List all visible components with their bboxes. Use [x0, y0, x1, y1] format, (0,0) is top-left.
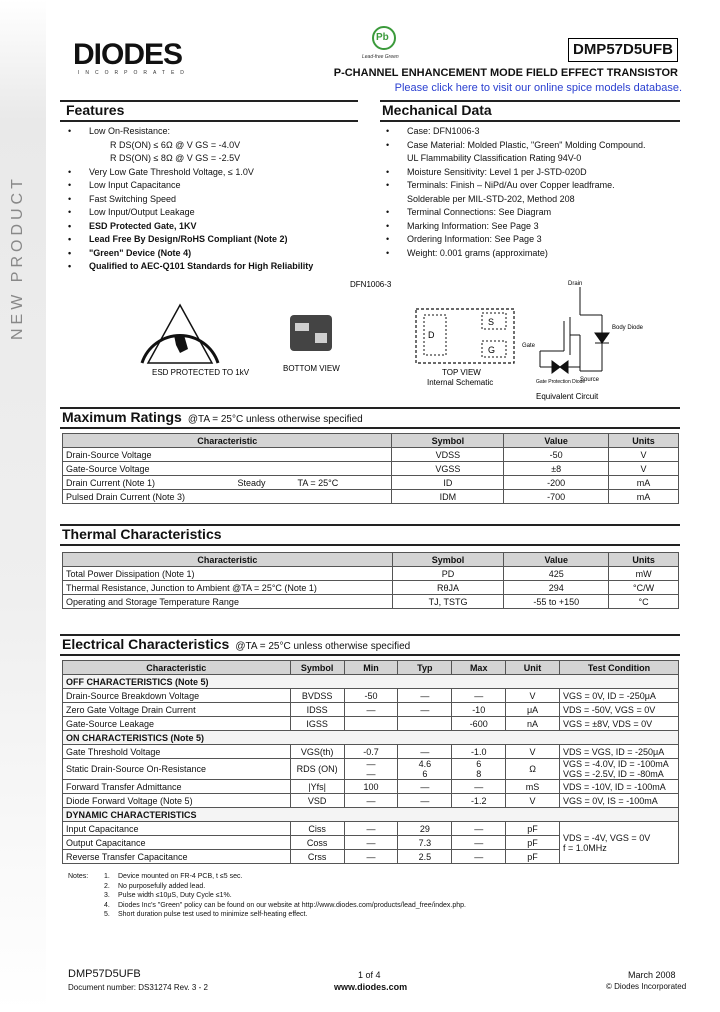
column-header: Unit — [506, 661, 560, 675]
thermal-title: Thermal Characteristics — [62, 526, 222, 542]
note-number: 3. — [104, 892, 110, 899]
note-text: No purposefully added lead. — [118, 882, 206, 890]
max-ratings-title — [62, 409, 363, 425]
max-cell — [452, 759, 506, 780]
column-header: Typ — [398, 661, 452, 675]
footer-website[interactable]: www.diodes.com — [334, 982, 408, 992]
min-cell — [344, 759, 398, 780]
note-item — [68, 882, 466, 892]
mechanical-item: • Terminal Connections: See Diagram — [386, 206, 686, 220]
min-cell — [344, 836, 398, 850]
typ-value: — — [420, 704, 430, 715]
note-item — [68, 910, 466, 920]
lead-free-badge: Pb — [376, 32, 389, 43]
unit-cell: mW — [609, 567, 679, 581]
electrical-title-text: Electrical Characteristics — [62, 636, 230, 652]
column-header: Characteristic — [63, 661, 291, 675]
feature-item: • Fast Switching Speed — [68, 193, 358, 207]
value-cell: -700 — [504, 490, 609, 504]
feature-item: • ESD Protected Gate, 1KV — [68, 220, 358, 234]
footer-copyright: © Diodes Incorporated — [606, 982, 687, 991]
table-row — [63, 567, 679, 581]
unit-cell: °C — [609, 595, 679, 609]
note-text: Diodes Inc's "Green" policy can be found on our website at http://www.diodes.com/products/lead_free/index.php. — [118, 901, 466, 909]
column-header: Min — [344, 661, 398, 675]
group-row — [63, 808, 679, 822]
symbol-cell: BVDSS — [290, 689, 344, 703]
min-value: — — [366, 851, 376, 862]
table-row — [63, 448, 679, 462]
feature-item: • Low On-Resistance: — [68, 125, 358, 139]
characteristic-cell — [63, 448, 392, 462]
min-value: 100 — [363, 781, 379, 792]
test-condition-cell — [559, 717, 678, 731]
equivalent-circuit — [540, 287, 609, 373]
package-label: DFN1006-3 — [350, 280, 392, 289]
table-row — [63, 759, 679, 780]
unit-cell: pF — [506, 822, 560, 836]
min-value: -0.7 — [363, 746, 379, 757]
min-cell — [344, 717, 398, 731]
thermal-table — [62, 552, 679, 609]
electrical-rule-bottom — [60, 654, 680, 656]
characteristic-text: Pulsed Drain Current (Note 3) — [66, 491, 186, 502]
mechanical-item: • Marking Information: See Page 3 — [386, 220, 686, 234]
symbol-cell: IGSS — [290, 717, 344, 731]
group-row — [63, 731, 679, 745]
min-cell — [344, 850, 398, 864]
note-number: 1. — [104, 873, 110, 880]
min-value: — — [366, 823, 376, 834]
max-cell — [452, 780, 506, 794]
top-view-label: TOP VIEW — [442, 368, 481, 377]
table-row — [63, 462, 679, 476]
feature-item: R DS(ON) ≤ 6Ω @ V GS = -4.0V — [110, 139, 241, 150]
table-row — [63, 689, 679, 703]
mechanical-item: • Case: DFN1006-3 — [386, 125, 686, 139]
typ-cell — [398, 850, 452, 864]
max-ratings-table — [62, 433, 679, 504]
table-row — [63, 703, 679, 717]
feature-item: • Low Input/Output Leakage — [68, 206, 358, 220]
mechanical-item: • Ordering Information: See Page 3 — [386, 233, 686, 247]
max-value-2: 8 — [476, 769, 482, 779]
characteristic-cell: Gate-Source Leakage — [63, 717, 291, 731]
unit-cell: mA — [609, 490, 679, 504]
notes-block — [68, 872, 466, 920]
characteristic-cell: Gate Threshold Voltage — [63, 745, 291, 759]
mechanical-item: • Moisture Sensitivity: Level 1 per J-STD-020D — [386, 166, 686, 180]
table-row — [63, 794, 679, 808]
column-header: Max — [452, 661, 506, 675]
mechanical-item: • Terminals: Finish – NiPd/Au over Copper leadframe. — [386, 179, 686, 193]
max-cell — [452, 717, 506, 731]
mechanical-rule-bottom — [380, 120, 680, 122]
esd-caption: ESD PROTECTED TO 1kV — [152, 368, 250, 377]
features-list — [68, 125, 358, 274]
table-header-row — [63, 434, 679, 448]
mechanical-list — [386, 125, 686, 260]
lead-free-label: Lead-free Green — [362, 54, 399, 60]
table-row — [63, 717, 679, 731]
characteristic-cell — [63, 462, 392, 476]
characteristic-cell: Output Capacitance — [63, 836, 291, 850]
group-row — [63, 675, 679, 689]
symbol-cell: VGS(th) — [290, 745, 344, 759]
typ-cell — [398, 794, 452, 808]
drain-label: Drain — [568, 281, 583, 287]
new-product-label: NEW PRODUCT — [9, 175, 26, 340]
typ-cell — [398, 836, 452, 850]
source-label: Source — [580, 377, 600, 383]
test-condition: VDS = -4V, VGS = 0V — [562, 832, 651, 843]
package-diagrams — [140, 275, 680, 405]
characteristic-cell: Total Power Dissipation (Note 1) — [63, 567, 393, 581]
unit-cell: V — [609, 462, 679, 476]
electrical-title — [62, 636, 410, 652]
min-cell — [344, 745, 398, 759]
unit-cell: V — [609, 448, 679, 462]
test-condition-cell — [559, 703, 678, 717]
value-cell: -55 to +150 — [504, 595, 609, 609]
characteristic-cell: Input Capacitance — [63, 822, 291, 836]
notes-label: Notes: — [68, 873, 89, 880]
sidebar-band — [0, 0, 46, 1012]
footer-part-number: DMP57D5UFB — [68, 968, 141, 980]
max-cell — [452, 689, 506, 703]
page-subtitle: P-CHANNEL ENHANCEMENT MODE FIELD EFFECT TRANSISTOR — [333, 67, 678, 79]
characteristic-cell — [63, 490, 392, 504]
table-row — [63, 476, 679, 490]
value-cell: 294 — [504, 581, 609, 595]
symbol-cell: TJ, TSTG — [392, 595, 504, 609]
symbol-cell: |Yfs| — [290, 780, 344, 794]
condition-text: Steady — [237, 477, 266, 488]
mechanical-item: • Case Material: Molded Plastic, "Green" Molding Compound. — [386, 139, 686, 153]
equivalent-circuit-label: Equivalent Circuit — [536, 392, 599, 401]
test-condition-cell — [559, 689, 678, 703]
group-label: OFF CHARACTERISTICS (Note 5) — [63, 675, 679, 689]
symbol-cell: Crss — [290, 850, 344, 864]
min-value-2: — — [366, 769, 376, 779]
characteristic-cell: Reverse Transfer Capacitance — [63, 850, 291, 864]
symbol-cell: PD — [392, 567, 504, 581]
column-header: Symbol — [392, 434, 504, 448]
group-label: ON CHARACTERISTICS (Note 5) — [63, 731, 679, 745]
characteristic-cell: Forward Transfer Admittance — [63, 780, 291, 794]
column-header: Value — [504, 553, 609, 567]
typ-value: 29 — [419, 823, 430, 834]
note-text: Short duration pulse test used to minimize self-heating effect. — [118, 911, 308, 918]
diodes-logo-sub: INCORPORATED — [78, 70, 190, 76]
symbol-cell: VGSS — [392, 462, 504, 476]
table-row — [63, 780, 679, 794]
unit-cell: pF — [506, 836, 560, 850]
esd-icon — [142, 305, 218, 363]
test-condition: VGS = ±8V, VDS = 0V — [562, 718, 653, 729]
characteristic-text: Gate-Source Voltage — [66, 463, 150, 474]
min-cell — [344, 780, 398, 794]
feature-item: • Qualified to AEC-Q101 Standards for High Reliability — [68, 260, 358, 274]
diodes-logo: DIODES — [73, 38, 183, 71]
table-row — [63, 822, 679, 836]
characteristic-cell: Drain-Source Breakdown Voltage — [63, 689, 291, 703]
note-number: 2. — [104, 882, 110, 890]
characteristic-cell — [63, 476, 392, 490]
feature-item: • Lead Free By Design/RoHS Compliant (Note 2) — [68, 233, 358, 247]
min-cell — [344, 689, 398, 703]
value-cell: -50 — [504, 448, 609, 462]
note-item — [68, 872, 466, 882]
footer-page: 1 of 4 — [358, 970, 381, 980]
pin-s-label: S — [488, 317, 495, 327]
unit-cell: mA — [609, 476, 679, 490]
column-header: Units — [609, 553, 679, 567]
feature-item: • Very Low Gate Threshold Voltage, ≤ 1.0V — [68, 166, 358, 180]
max-value: — — [474, 690, 484, 701]
note-text: Device mounted on FR-4 PCB, t ≤5 sec. — [118, 873, 243, 880]
max-ratings-title-text: Maximum Ratings — [62, 409, 182, 425]
gate-label: Gate — [522, 343, 536, 349]
thermal-rule-bottom — [60, 544, 680, 546]
body-diode-label: Body Diode — [612, 325, 644, 331]
characteristic-text: Drain Current (Note 1) — [66, 477, 156, 488]
table-header-row — [63, 661, 679, 675]
typ-value: 7.3 — [418, 837, 432, 848]
condition-text: TA = 25°C — [297, 477, 339, 488]
column-header: Characteristic — [63, 553, 393, 567]
feature-item: • Low Input Capacitance — [68, 179, 358, 193]
test-condition-cell — [559, 745, 678, 759]
typ-value: — — [420, 795, 430, 806]
min-value: — — [366, 837, 376, 848]
table-row — [63, 745, 679, 759]
note-text: Pulse width ≤10μS, Duty Cycle ≤1%. — [118, 892, 232, 899]
characteristic-cell: Thermal Resistance, Junction to Ambient @TA = 25°C (Note 1) — [63, 581, 393, 595]
characteristic-cell: Zero Gate Voltage Drain Current — [63, 703, 291, 717]
max-ratings-condition: @TA = 25°C unless otherwise specified — [187, 414, 363, 425]
symbol-cell: IDM — [392, 490, 504, 504]
min-value: — — [366, 795, 376, 806]
note-number: 4. — [104, 901, 110, 909]
table-row — [63, 490, 679, 504]
mechanical-title: Mechanical Data — [382, 102, 492, 118]
typ-cell — [398, 780, 452, 794]
symbol-cell: VSD — [290, 794, 344, 808]
unit-cell: pF — [506, 850, 560, 864]
internal-schematic-label: Internal Schematic — [427, 378, 494, 387]
max-cell — [452, 822, 506, 836]
table-row — [63, 595, 679, 609]
mechanical-item-cont: UL Flammability Classification Rating 94V-0 — [407, 153, 582, 163]
typ-value: 2.5 — [418, 851, 432, 862]
symbol-cell: Coss — [290, 836, 344, 850]
test-condition: VGS = 0V, ID = -250μA — [562, 690, 656, 701]
test-condition-cell — [559, 822, 678, 864]
typ-cell — [398, 689, 452, 703]
part-number-box: DMP57D5UFB — [568, 38, 678, 62]
test-condition: VDS = -50V, VGS = 0V — [562, 704, 656, 715]
value-cell: ±8 — [504, 462, 609, 476]
min-cell — [344, 794, 398, 808]
test-condition: VGS = 0V, IS = -100mA — [562, 795, 658, 806]
test-condition-cell — [559, 794, 678, 808]
symbol-cell: Ciss — [290, 822, 344, 836]
characteristic-text: Drain-Source Voltage — [66, 449, 152, 460]
unit-cell: V — [506, 689, 560, 703]
typ-value: — — [420, 746, 430, 757]
value-cell: -200 — [504, 476, 609, 490]
symbol-cell: RDS (ON) — [290, 759, 344, 780]
features-title: Features — [66, 102, 125, 118]
table-row — [63, 581, 679, 595]
electrical-table — [62, 660, 679, 864]
typ-value: 4.6 — [418, 759, 432, 769]
symbol-cell: ID — [392, 476, 504, 490]
max-value: -600 — [469, 718, 488, 729]
max-cell — [452, 836, 506, 850]
typ-cell — [398, 745, 452, 759]
mechanical-item-cont: Solderable per MIL-STD-202, Method 208 — [407, 193, 575, 204]
column-header: Test Condition — [559, 661, 678, 675]
footer-date: March 2008 — [628, 970, 676, 980]
unit-cell: Ω — [506, 759, 560, 780]
bottom-view-label: BOTTOM VIEW — [283, 364, 340, 373]
typ-cell — [398, 717, 452, 731]
max-cell — [452, 745, 506, 759]
max-value: -1.0 — [470, 746, 487, 757]
typ-value-2: 6 — [422, 769, 428, 779]
typ-cell — [398, 759, 452, 780]
electrical-condition: @TA = 25°C unless otherwise specified — [235, 641, 411, 652]
symbol-cell: IDSS — [290, 703, 344, 717]
min-value: — — [366, 704, 376, 715]
column-header: Symbol — [290, 661, 344, 675]
test-condition-cell — [559, 780, 678, 794]
test-condition-2: VGS = -2.5V, ID = -80mA — [562, 769, 664, 779]
typ-value: — — [420, 781, 430, 792]
typ-value: — — [420, 690, 430, 701]
max-value: — — [474, 851, 484, 862]
symbol-cell: RθJA — [392, 581, 504, 595]
max-cell — [452, 794, 506, 808]
note-number: 5. — [104, 911, 110, 918]
min-value: — — [366, 759, 376, 769]
mechanical-item: • Weight: 0.001 grams (approximate) — [386, 247, 686, 261]
feature-item: • "Green" Device (Note 4) — [68, 247, 358, 261]
table-header-row — [63, 553, 679, 567]
max-value: — — [474, 781, 484, 792]
features-rule-bottom — [60, 120, 358, 122]
package-bottom-view — [290, 315, 332, 351]
max-value: 6 — [476, 759, 482, 769]
min-cell — [344, 822, 398, 836]
max-value: — — [474, 823, 484, 834]
footer-doc-number: Document number: DS31274 Rev. 3 - 2 — [68, 983, 208, 992]
max-value: -1.2 — [470, 795, 487, 806]
unit-cell: μA — [506, 703, 560, 717]
spice-models-link[interactable]: Please click here to visit our online spice models database. — [394, 82, 682, 94]
value-cell: 425 — [504, 567, 609, 581]
typ-cell — [398, 822, 452, 836]
unit-cell: nA — [506, 717, 560, 731]
max-cell — [452, 850, 506, 864]
column-header: Symbol — [392, 553, 504, 567]
note-item — [68, 901, 466, 911]
test-condition-2: f = 1.0MHz — [562, 842, 607, 853]
test-condition: VGS = -4.0V, ID = -100mA — [562, 759, 669, 769]
typ-cell — [398, 703, 452, 717]
characteristic-cell: Static Drain-Source On-Resistance — [63, 759, 291, 780]
max-cell — [452, 703, 506, 717]
feature-item: R DS(ON) ≤ 8Ω @ V GS = -2.5V — [110, 153, 241, 163]
pin-d-label: D — [428, 330, 435, 340]
symbol-cell: VDSS — [392, 448, 504, 462]
min-value: -50 — [364, 690, 378, 701]
column-header: Units — [609, 434, 679, 448]
max-value: — — [474, 837, 484, 848]
characteristic-cell: Operating and Storage Temperature Range — [63, 595, 393, 609]
unit-cell: mS — [506, 780, 560, 794]
unit-cell: °C/W — [609, 581, 679, 595]
gate-protection-label: Gate Protection Diode — [536, 379, 586, 385]
unit-cell: V — [506, 745, 560, 759]
unit-cell: V — [506, 794, 560, 808]
max-ratings-rule-bottom — [60, 427, 680, 429]
note-item — [68, 891, 466, 901]
max-value: -10 — [472, 704, 486, 715]
pin-g-label: G — [488, 345, 496, 355]
characteristic-cell: Diode Forward Voltage (Note 5) — [63, 794, 291, 808]
test-condition-cell — [559, 759, 678, 780]
group-label: DYNAMIC CHARACTERISTICS — [63, 808, 679, 822]
test-condition: VDS = -10V, ID = -100mA — [562, 781, 666, 792]
column-header: Characteristic — [63, 434, 392, 448]
min-cell — [344, 703, 398, 717]
column-header: Value — [504, 434, 609, 448]
test-condition: VDS = VGS, ID = -250μA — [562, 746, 665, 757]
